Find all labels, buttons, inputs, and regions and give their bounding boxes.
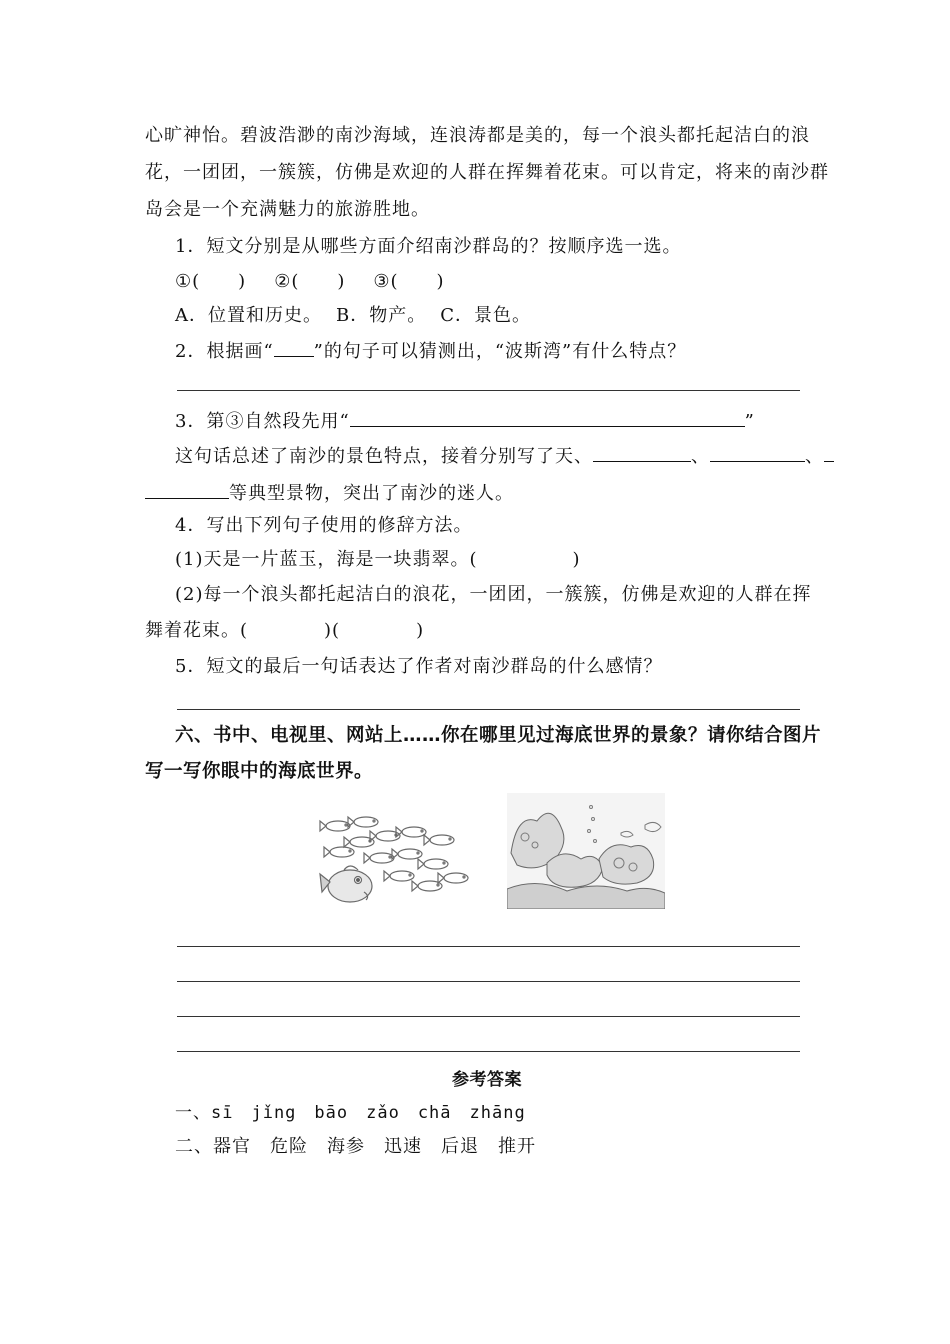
q3-blank-1[interactable] (593, 443, 691, 462)
q3-stem-before: 3．第③自然段先用“ (175, 411, 350, 432)
q3-blank-3a[interactable] (824, 443, 834, 462)
q5-stem: 5．短文的最后一句话表达了作者对南沙群岛的什么感情？ (175, 656, 663, 677)
q1-blank-1[interactable]: ①( ) (175, 271, 247, 292)
q3-line-2 (175, 443, 834, 469)
passage-line-1: 心旷神怡。碧波浩渺的南沙海域，连浪涛都是美的，每一个浪头都托起洁白的浪 (145, 125, 810, 146)
section6-prompt-line-1: 六、书中、电视里、网站上……你在哪里见过海底世界的景象？请你结合图片 (175, 725, 822, 746)
q2-stem-after: ”的句子可以猜测出，“波斯湾”有什么特点？ (313, 341, 687, 362)
q5-answer-line[interactable] (177, 709, 800, 710)
q4-sentence-1[interactable]: (1)天是一片蓝玉，海是一块翡翠。( ) (175, 549, 581, 570)
q4-stem: 4．写出下列句子使用的修辞方法。 (175, 515, 473, 536)
big-fish-icon (320, 866, 372, 902)
fish-school-illustration (318, 812, 472, 912)
q1-blank-3[interactable]: ③( ) (373, 271, 445, 292)
q3-line3-text: 等典型景物，突出了南沙的迷人。 (229, 483, 514, 504)
section6-prompt-line-2: 写一写你眼中的海底世界。 (145, 761, 374, 782)
writing-line-1[interactable] (177, 946, 800, 947)
q1-blanks (175, 270, 445, 294)
q4-sentence-2-line-1: (2)每一个浪头都托起洁白的浪花，一团团，一簇簇，仿佛是欢迎的人群在挥 (175, 584, 812, 605)
q1-option-a: A．位置和历史。 (175, 305, 322, 326)
q3-blank-2[interactable] (710, 443, 805, 462)
q1-options (175, 304, 531, 328)
q2-stem (175, 338, 686, 364)
q3-line2-text: 这句话总述了南沙的景色特点，接着分别写了天、 (175, 446, 593, 467)
q2-underline-sample (274, 338, 314, 357)
q3-sep-1: 、 (691, 446, 710, 467)
q3-sep-2: 、 (805, 446, 824, 467)
answers-line-2: 二、器官 危险 海参 迅速 后退 推开 (175, 1136, 536, 1157)
writing-line-4[interactable] (177, 1051, 800, 1052)
answers-title: 参考答案 (452, 1070, 522, 1090)
writing-line-3[interactable] (177, 1016, 800, 1017)
q1-blank-2[interactable]: ②( ) (274, 271, 346, 292)
answers-line-1: 一、sī jǐng bāo zǎo chā zhāng (175, 1103, 526, 1123)
q1-option-b: B．物产。 (336, 305, 427, 326)
q3-line-3 (145, 480, 514, 506)
q4-sentence-2-line-2[interactable]: 舞着花束。( )( ) (145, 620, 425, 641)
q3-quote-blank[interactable] (350, 408, 745, 427)
q2-answer-line[interactable] (177, 390, 800, 391)
coral-reef-illustration (507, 793, 665, 909)
q3-stem-after: ” (744, 411, 755, 432)
q3-stem (175, 408, 755, 434)
passage-line-2: 花，一团团，一簇簇，仿佛是欢迎的人群在挥舞着花束。可以肯定，将来的南沙群 (145, 162, 829, 183)
writing-line-2[interactable] (177, 981, 800, 982)
fish-icon (320, 821, 350, 831)
q3-blank-3b[interactable] (145, 480, 229, 499)
q2-stem-before: 2．根据画“ (175, 341, 274, 362)
passage-line-3: 岛会是一个充满魅力的旅游胜地。 (145, 199, 430, 220)
q1-option-c: C．景色。 (440, 305, 532, 326)
q1-stem: 1．短文分别是从哪些方面介绍南沙群岛的？按顺序选一选。 (175, 236, 682, 257)
